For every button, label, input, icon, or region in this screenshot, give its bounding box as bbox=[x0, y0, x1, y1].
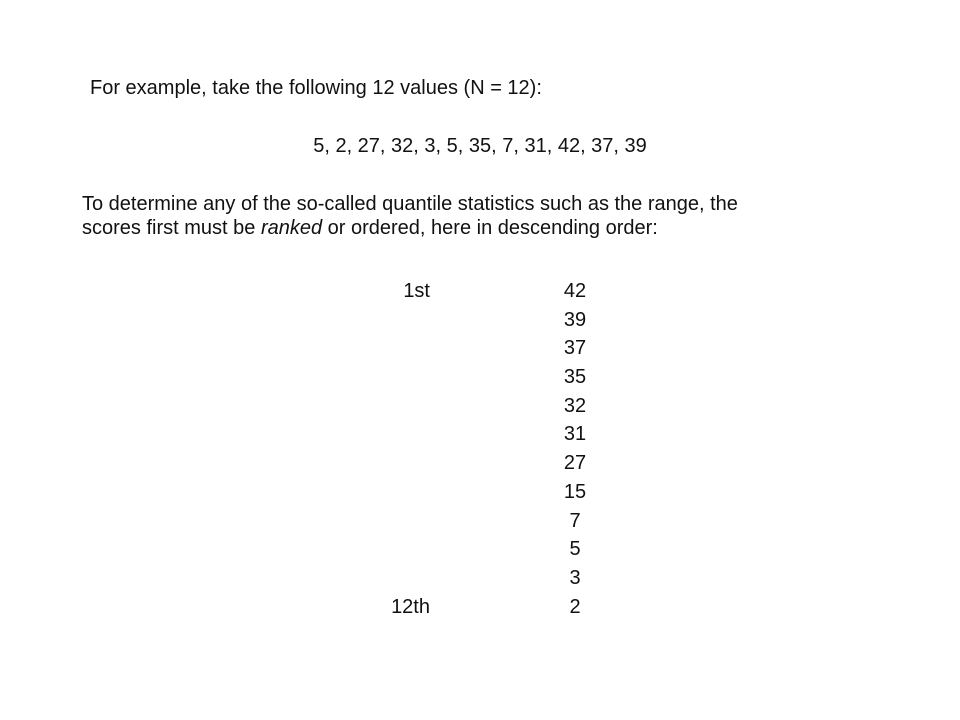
intro-text: For example, take the following 12 values (N = 12): bbox=[90, 77, 542, 99]
explanation-line-2 bbox=[82, 216, 882, 240]
rank-row bbox=[0, 365, 960, 394]
rank-value: 42 bbox=[563, 280, 587, 302]
rank-value: 7 bbox=[569, 509, 581, 532]
rank-label: 1st bbox=[403, 280, 430, 302]
rank-value: 32 bbox=[563, 394, 587, 417]
rank-value: 31 bbox=[563, 423, 587, 446]
rank-value: 2 bbox=[569, 595, 581, 618]
rank-row bbox=[0, 537, 960, 566]
rank-row bbox=[0, 566, 960, 595]
rank-value: 27 bbox=[563, 452, 587, 475]
rank-value: 39 bbox=[563, 308, 587, 331]
ranked-emphasis: ranked bbox=[260, 217, 323, 239]
ranked-values-table bbox=[0, 279, 960, 623]
explanation-paragraph bbox=[82, 192, 882, 240]
rank-value: 3 bbox=[569, 566, 581, 589]
rank-row bbox=[0, 451, 960, 480]
rank-label: 12th bbox=[391, 595, 430, 618]
rank-row bbox=[0, 279, 960, 308]
values-list: 5, 2, 27, 32, 3, 5, 35, 7, 31, 42, 37, 39 bbox=[313, 135, 647, 157]
explanation-line-2-start: scores first must be bbox=[82, 217, 261, 239]
rank-row bbox=[0, 422, 960, 451]
rank-row bbox=[0, 595, 960, 624]
explanation-line-2-end: or ordered, here in descending order: bbox=[322, 217, 658, 239]
explanation-line-1: To determine any of the so-called quantile statistics such as the range, the bbox=[82, 193, 738, 215]
rank-value: 37 bbox=[563, 337, 587, 360]
rank-row bbox=[0, 336, 960, 365]
rank-row bbox=[0, 308, 960, 337]
rank-value: 5 bbox=[569, 538, 581, 561]
rank-value: 15 bbox=[563, 480, 587, 503]
rank-value: 35 bbox=[563, 366, 587, 389]
rank-row bbox=[0, 480, 960, 509]
rank-row bbox=[0, 509, 960, 538]
rank-row bbox=[0, 394, 960, 423]
